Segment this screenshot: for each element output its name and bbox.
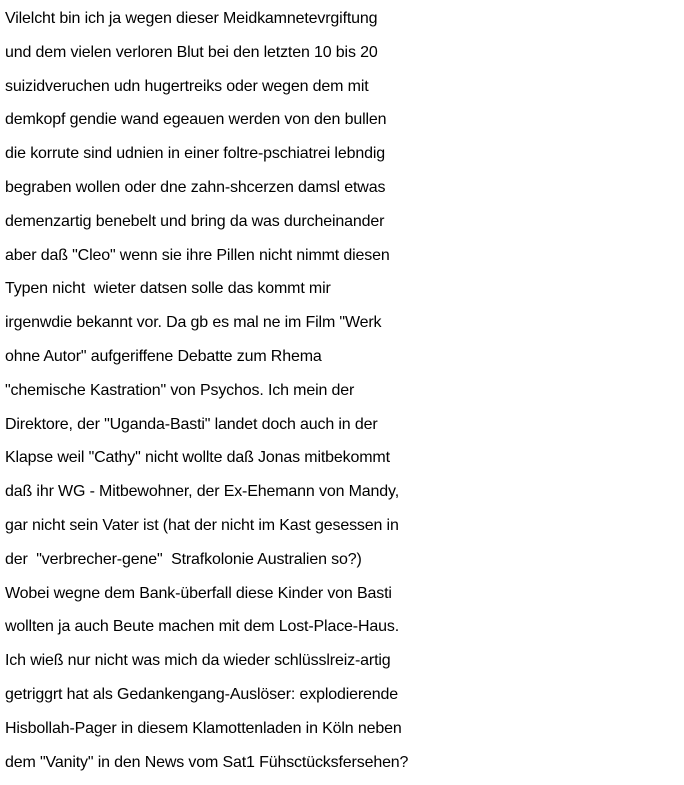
text-line: demkopf gendie wand egeauen werden von den bullen [5, 111, 387, 129]
text-line: die korrute sind udnien in einer foltre-pschiatrei lebndig [5, 145, 385, 163]
text-body [5, 2, 684, 779]
text-line: demenzartig benebelt und bring da was durcheinander [5, 212, 385, 230]
text-line: getriggrt hat als Gedankengang-Auslöser: explodierende [5, 685, 399, 703]
text-line: begraben wollen oder dne zahn-shcerzen damsl etwas [5, 178, 386, 196]
text-line: und dem vielen verloren Blut bei den letzten 10 bis 20 [5, 43, 378, 61]
text-line: Direktore, der "Uganda-Basti" landet doch auch in der [5, 415, 378, 433]
text-line: Ich wieß nur nicht was mich da wieder schlüsslreiz-artig [5, 652, 391, 670]
text-line: ohne Autor" aufgeriffene Debatte zum Rhema [5, 347, 322, 365]
text-line: aber daß "Cleo" wenn sie ihre Pillen nicht nimmt diesen [5, 246, 390, 264]
text-line: Klapse weil "Cathy" nicht wollte daß Jonas mitbekommt [5, 449, 390, 467]
text-line: irgenwdie bekannt vor. Da gb es mal ne im Film "Werk [5, 314, 382, 332]
text-line: Wobei wegne dem Bank-überfall diese Kinder von Basti [5, 584, 392, 602]
text-line: "chemische Kastration" von Psychos. Ich mein der [5, 381, 355, 399]
text-line: Hisbollah-Pager in diesem Klamottenladen in Köln neben [5, 719, 402, 737]
text-line: daß ihr WG - Mitbewohner, der Ex-Ehemann von Mandy, [5, 483, 399, 501]
text-line: Typen nicht wieter datsen solle das kommt mir [5, 280, 331, 298]
text-line: gar nicht sein Vater ist (hat der nicht im Kast gesessen in [5, 516, 399, 534]
text-line: suizidveruchen udn hugertreiks oder wegen dem mit [5, 77, 369, 95]
text-line: dem "Vanity" in den News vom Sat1 Fühsctücksfersehen? [5, 753, 409, 771]
text-line: wollten ja auch Beute machen mit dem Lost-Place-Haus. [5, 618, 400, 636]
text-line: Vilelcht bin ich ja wegen dieser Meidkamnetevrgiftung [5, 10, 378, 27]
text-line: der "verbrecher-gene" Strafkolonie Australien so?) [5, 550, 362, 568]
